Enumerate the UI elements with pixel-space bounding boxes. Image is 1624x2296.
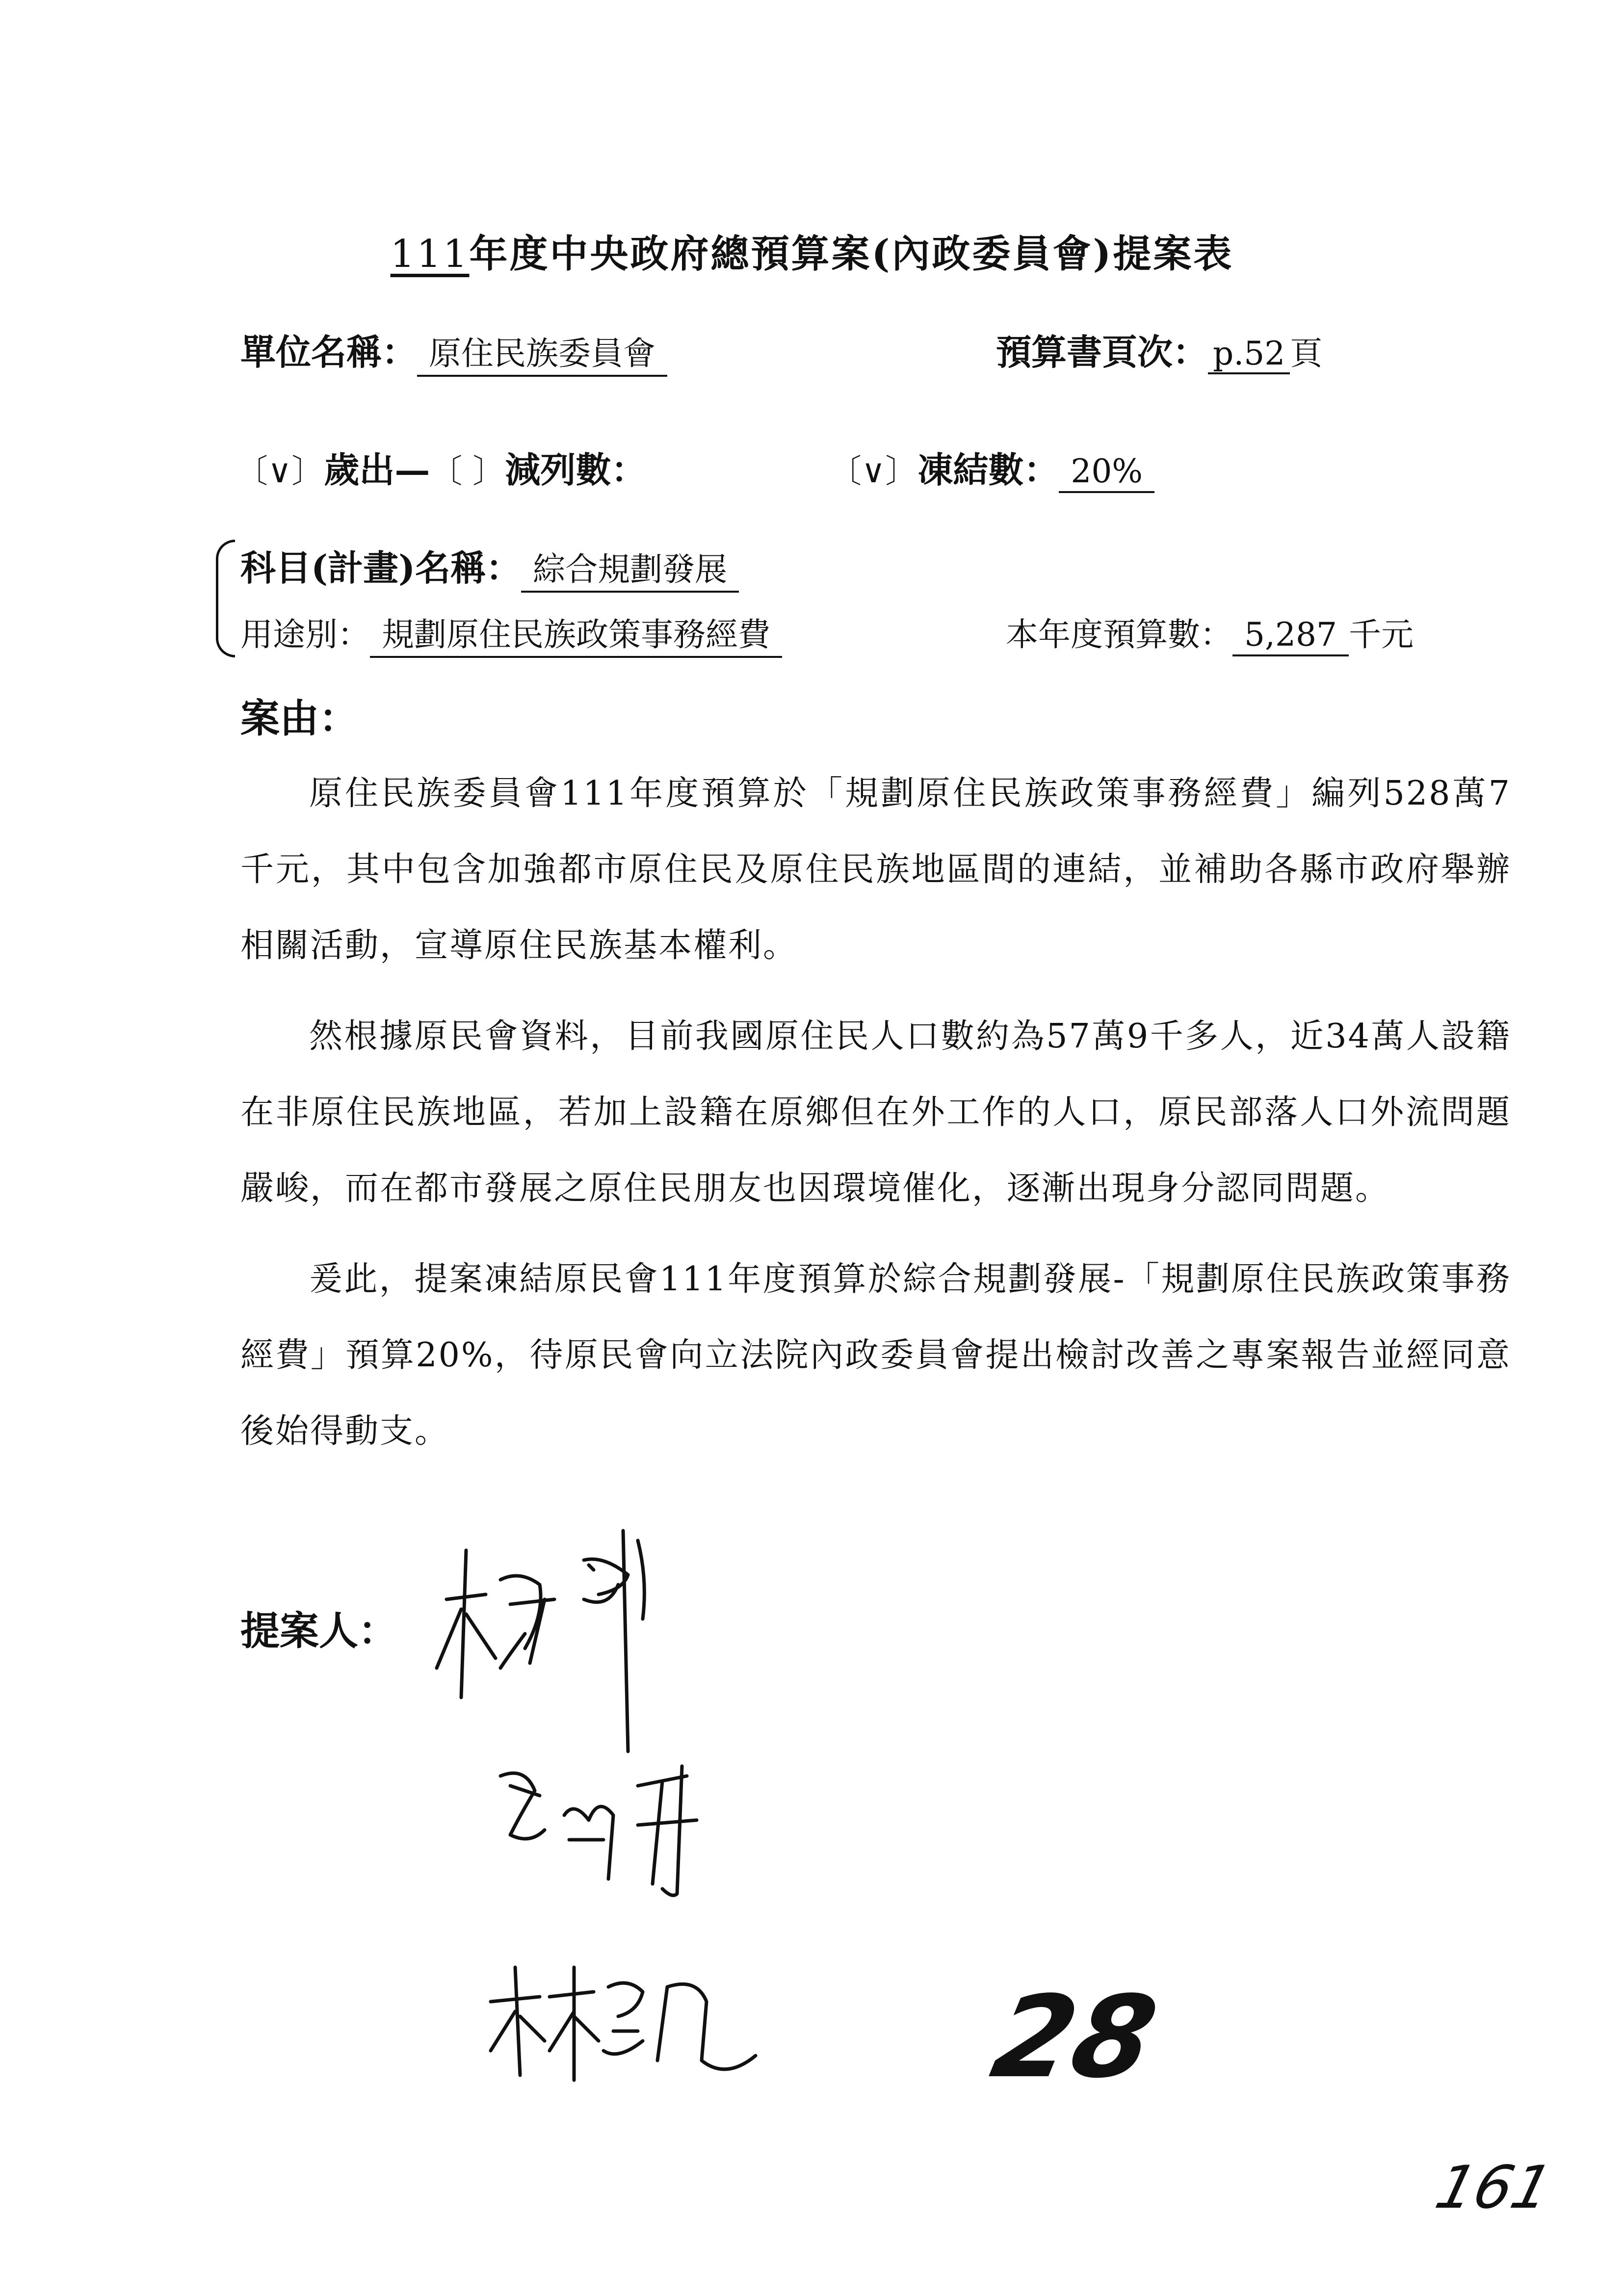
signature-3 [481, 1957, 785, 2100]
unit-row [240, 324, 667, 377]
annual-budget-label: 本年度預算數： [1006, 616, 1232, 653]
reason-body [240, 756, 1511, 1469]
item-label: 科目(計畫)名稱： [240, 547, 522, 589]
freeze-value: 20% [1059, 452, 1154, 493]
item-value: 綜合規劃發展 [521, 543, 739, 593]
reason-paragraph-3: 爰此，提案凍結原民會111年度預算於綜合規劃發展-「規劃原住民族政策事務經費」預算20%，待原民會向立法院內政委員會提出檢討改善之專案報告並經同意後始得動支。 [240, 1260, 1511, 1451]
reason-label: 案由： [240, 695, 358, 741]
title-text: 年度中央政府總預算案(內政委員會)提案表 [469, 232, 1234, 276]
item-brace [216, 540, 235, 657]
expense-row [236, 442, 646, 493]
unit-value: 原住民族委員會 [417, 327, 667, 377]
freeze-row [829, 442, 1154, 493]
reduce-label: 減列數： [505, 449, 647, 491]
page-number: 161 [1429, 2154, 1559, 2222]
budget-page-suffix: 頁 [1290, 335, 1323, 372]
signature-2 [491, 1756, 746, 1904]
budget-page-value: p.52 [1208, 335, 1290, 374]
unit-label: 單位名稱： [240, 331, 418, 373]
freeze-label: 凍結數： [917, 449, 1059, 491]
annual-budget-unit: 千元 [1348, 616, 1414, 653]
budget-page-row [996, 324, 1322, 375]
document-title [0, 223, 1624, 278]
handwritten-number: 28 [982, 1972, 1167, 2103]
reason-paragraph-1: 原住民族委員會111年度預算於「規劃原住民族政策事務經費」編列528萬7千元，其中包含加強都市原住民及原住民族地區間的連結，並補助各縣市政府舉辦相關活動，宣導原住民族基本權利。 [240, 774, 1511, 965]
usage-row [240, 608, 782, 658]
reason-paragraph-2: 然根據原民會資料，目前我國原住民人口數約為57萬9千多人，近34萬人設籍在非原住民族地區，若加上設籍在原鄉但在外工作的人口，原民部落人口外流問題嚴峻，而在都市發展之原住民朋友也因環境催化，逐漸出現身分認同問題。 [240, 1017, 1511, 1208]
signature-1 [427, 1521, 702, 1766]
usage-label: 用途別： [240, 616, 370, 653]
freeze-checkbox: 〔∨〕 [829, 452, 918, 490]
annual-budget-row [1006, 608, 1414, 656]
title-year: 111 [390, 232, 470, 276]
annual-budget-value: 5,287 [1232, 616, 1349, 656]
proposer-label: 提案人： [240, 1608, 397, 1654]
budget-page-label: 預算書頁次： [996, 331, 1208, 373]
expense-label: 歲出— [324, 449, 430, 491]
expense-checkbox: 〔∨〕 [236, 452, 324, 490]
reduce-checkbox: 〔 〕 [430, 452, 505, 490]
usage-value: 規劃原住民族政策事務經費 [370, 608, 782, 658]
item-row [240, 540, 739, 593]
